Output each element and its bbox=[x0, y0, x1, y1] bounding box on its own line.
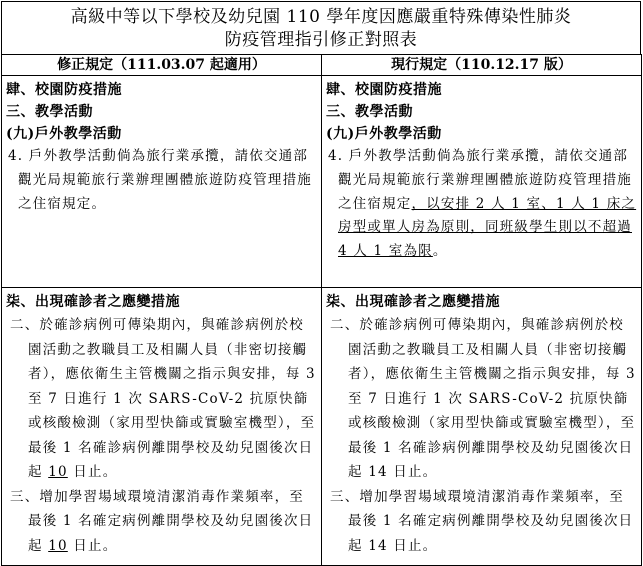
rule-text: 4. 戶外教學活動倘為旅行業承攬，請依交通部觀光局規範旅行業辦理團體旅遊防疫管理措施之住宿規定 bbox=[328, 148, 632, 212]
section-row-response bbox=[2, 288, 642, 566]
amended-header: 修正規定（111.03.07 起適用） bbox=[2, 55, 322, 76]
rule-end: 日止。 bbox=[73, 464, 118, 480]
document-title bbox=[1, 1, 641, 55]
current-header: 現行規定（110.12.17 版） bbox=[322, 55, 642, 76]
rule-end: 。 bbox=[432, 243, 448, 260]
cleaning-rule: 三、增加學習場域環境清潔消毒作業頻率，至最後 1 名確定病例離開學校及幼兒園後次日起 14 日止。 bbox=[330, 488, 634, 554]
item-heading: (九)戶外教學活動 bbox=[6, 126, 122, 142]
rule-text: 二、於確診病例可傳染期內，與確診病例於校園活動之教職員工及相關人員（非密切接觸者），應依衛生主管機關之指示與安排，每 3 至 7 日進行 1 次 SARS-CoV-2 抗原快篩或核酸檢測（家用型快篩或實驗室機型），至最後 1 名確診病例離開學校及幼兒園後次日起 bbox=[10, 317, 316, 480]
header-row bbox=[2, 55, 642, 76]
changed-days: 10 bbox=[48, 537, 68, 554]
comparison-table bbox=[1, 54, 642, 566]
testing-rule bbox=[6, 313, 317, 485]
title-line-1: 高級中等以下學校及幼兒園 110 學年度因應嚴重特殊傳染性肺炎 bbox=[70, 7, 572, 27]
amended-cell-response bbox=[2, 288, 322, 566]
section-heading: 肆、校園防疫措施 bbox=[326, 82, 442, 98]
outdoor-activity-rule: 4. 戶外教學活動倘為旅行業承攬，請依交通部觀光局規範旅行業辦理團體旅遊防疫管理措施之住宿規定。 bbox=[8, 148, 312, 212]
testing-rule: 二、於確診病例可傳染期內，與確診病例於校園活動之教職員工及相關人員（非密切接觸者），應依衛生主管機關之指示與安排，每 3 至 7 日進行 1 次 SARS-CoV-2 抗原快篩或核酸檢測（家用型快篩或實驗室機型），至最後 1 名確診病例離開學校及幼兒園後次日起 14 日止。 bbox=[330, 317, 636, 480]
subsection-heading: 三、教學活動 bbox=[326, 104, 413, 120]
title-line-2: 防疫管理指引修正對照表 bbox=[224, 30, 418, 50]
amended-cell-campus bbox=[2, 76, 322, 288]
section-heading: 肆、校園防疫措施 bbox=[6, 82, 122, 98]
subsection-heading: 三、教學活動 bbox=[6, 104, 93, 120]
deleted-text: ，以安排 2 人 1 室、1 人 1 床之房型或單人房為原則，同班級學生則以不超過 4 人 1 室為限 bbox=[338, 195, 637, 260]
section-row-campus bbox=[2, 76, 642, 288]
outdoor-activity-rule bbox=[326, 145, 637, 264]
section-heading: 柒、出現確診者之應變措施 bbox=[326, 294, 500, 310]
rule-end: 日止。 bbox=[73, 537, 118, 554]
rule-text: 三、增加學習場域環境清潔消毒作業頻率，至最後 1 名確定病例離開學校及幼兒園後次日起 bbox=[10, 488, 314, 554]
current-cell-campus bbox=[322, 76, 642, 288]
section-heading: 柒、出現確診者之應變措施 bbox=[6, 294, 180, 310]
item-heading: (九)戶外教學活動 bbox=[326, 126, 442, 142]
current-cell-response bbox=[322, 288, 642, 566]
changed-days: 10 bbox=[48, 464, 68, 480]
